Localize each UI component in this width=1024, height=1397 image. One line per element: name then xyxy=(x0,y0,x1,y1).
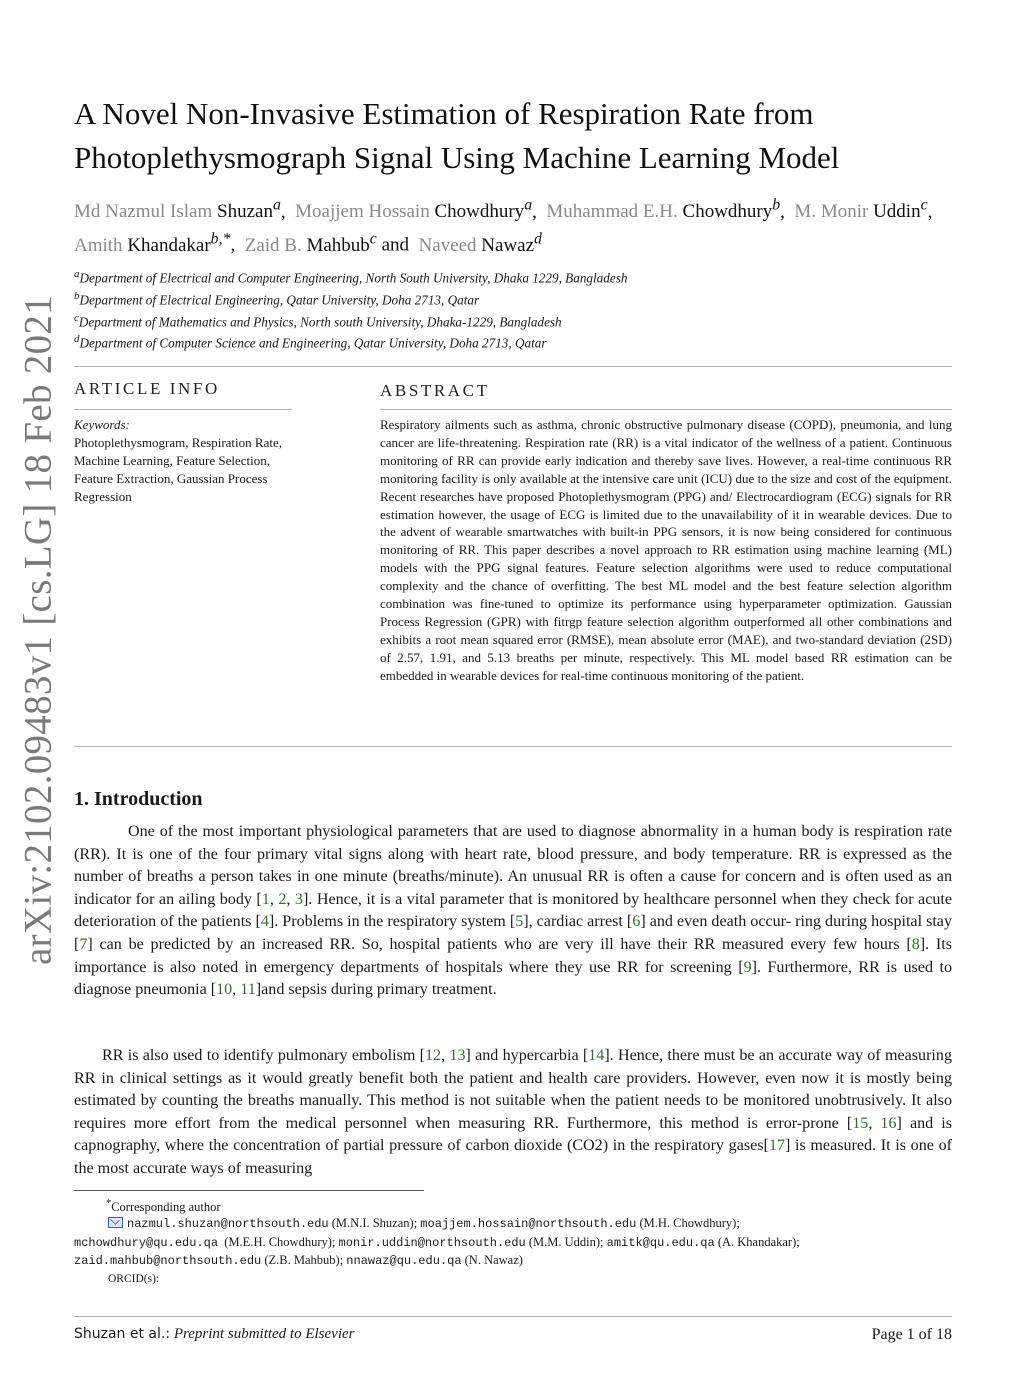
citation-link[interactable]: 9 xyxy=(743,958,752,976)
citation-link[interactable]: 12 xyxy=(424,1047,442,1064)
divider xyxy=(74,746,952,747)
citation-link[interactable]: 13 xyxy=(449,1047,466,1064)
author-list: Md Nazmul Islam Shuzan$^a$, Moajjem Hossain Chowdhury$^a$, Muhammad E.H. Chowdhury$^b$, M. Monir Uddin$^c$, Amith Khandakar$^{b,*}$, Zaid B. Mahbub$^c$ and Naveed Nawaz$^d$ xyxy=(74,197,938,256)
citation-link[interactable]: 10 xyxy=(216,981,233,999)
email-line: nazmul.shuzan@northsouth.edu (M.N.I. Shuzan); moajjem.hossain@northsouth.edu (M.H. Chowdhury); xyxy=(74,1214,988,1233)
intro-paragraph-2: RR is also used to identify pulmonary embolism [12, 13] and hypercarbia [14]. Hence, there must be an accurate way of measuring RR in clinical settings as it would greatly benefit both the patient and health care providers. However, even now it is mostly being estimated by counting the breaths manually. This method is not suitable when the patient needs to be monitored unobtrusively. It also requires more effort from the medical personnel when measuring RR. Furthermore, this method is error-prone [15, 16] and is capnography, where the concentration of partial pressure of carbon dioxide (CO2) in the respiratory gases[17] is measured. It is one of the most accurate ways of measuring xyxy=(74,1047,952,1177)
keywords-block xyxy=(74,416,344,506)
title-line-2: Photoplethysmograph Signal Using Machine Learning Model xyxy=(74,140,840,175)
author: Moajjem Hossain Chowdhury$^a$ xyxy=(295,197,533,223)
citation-link[interactable]: 14 xyxy=(588,1047,605,1064)
author-and: and xyxy=(381,234,410,256)
citation-link[interactable]: 11 xyxy=(240,981,256,999)
footnote-rule xyxy=(74,1190,424,1191)
affiliation: $^c$Department of Mathematics and Physics, North south University, Dhaka-1229, Bangladesh xyxy=(74,312,562,330)
affiliation: $^a$Department of Electrical and Computer Engineering, North South University, Dhaka 1229, Bangladesh xyxy=(74,268,628,286)
intro-paragraph-1: One of the most important physiological parameters that are used to diagnose abnormality in a human body is respiration rate (RR). It is one of the four primary vital signs along with heart rate, blood pressure, and body temperature. RR is expressed as the number of breaths a person takes in one minute (breaths/minute). An unusual RR is often a cause for concern and is often used as an indicator for an ailing body [1, 2, 3]. Hence, it is a vital parameter that is monitored by healthcare personnel when they check for acute deterioration of the patients [4]. Problems in the respiratory system [5], cardiac arrest [6] and even death occur- ring during hospital stay [7] can be predicted by an increased RR. So, hospital patients who are very ill have their RR measured every few hours [8]. Its importance is also noted in emergency departments of hospitals where they use RR for screening [9]. Furthermore, RR is used to diagnose pneumonia [10, 11]and sepsis during primary treatment. xyxy=(74,823,953,999)
email-link[interactable]: zaid.mahbub@northsouth.edu xyxy=(74,1254,262,1268)
abstract-heading: ABSTRACT xyxy=(380,381,490,400)
orcid-label: ORCID(s): xyxy=(108,1273,160,1285)
author: Muhammad E.H. Chowdhury$^b$ xyxy=(546,197,781,223)
email-link[interactable]: nazmul.shuzan@northsouth.edu xyxy=(127,1217,329,1231)
author: Md Nazmul Islam Shuzan$^a$ xyxy=(74,197,281,223)
abstract-text: Respiratory ailments such as asthma, chronic obstructive pulmonary disease (COPD), pneumonia, and lung cancer are life-threatening. Respiration rate (RR) is a vital indicator of the wellness of a patient. Continuous monitoring of RR can provide early indication and thereby save lives. However, a real-time continuous RR monitoring facility is only available at the intensive care unit (ICU) due to the size and cost of the equipment. Recent researches have proposed Photoplethysmogram (PPG) and/ Electrocardiogram (ECG) signals for RR estimation however, the usage of ECG is limited due to the unavailability of it in wearable devices. Due to the advent of wearable smartwatches with built-in PPG sensors, it is now being considered for continuous monitoring of RR. This paper describes a novel approach to RR estimation using machine learning (ML) models with the PPG signal features. Feature selection algorithms were used to reduce computational complexity and the chance of overfitting. The best ML model and the best feature selection algorithm combination was fine-tuned to optimize its performance using hyperparameter optimization. Gaussian Process Regression (GPR) with fitrgp feature selection algorithm outperformed all other combinations and exhibits a root mean squared error (RMSE), mean absolute error (MAE), and two-standard deviation (2SD) of 2.57, 1.91, and 5.13 breaths per minute, respectively. This ML model based RR estimation can be embedded in wearable devices for real-time continuous monitoring of the patient. xyxy=(380,417,952,683)
email-link[interactable]: nnawaz@qu.edu.qa xyxy=(346,1254,462,1268)
email-link[interactable]: monir.uddin@northsouth.edu xyxy=(338,1236,526,1250)
divider xyxy=(74,366,952,367)
page-number: Page 1 of 18 xyxy=(871,1326,952,1343)
section-heading-introduction: 1. Introduction xyxy=(74,788,203,810)
citation-link[interactable]: 16 xyxy=(880,1114,897,1132)
keyword-line: Feature Extraction, Gaussian Process xyxy=(74,471,268,486)
footer-rule xyxy=(74,1316,952,1317)
divider xyxy=(380,409,952,410)
email-link[interactable]: mchowdhury@qu.edu.qa xyxy=(74,1236,219,1250)
citation-link[interactable]: 17 xyxy=(768,1137,785,1155)
arxiv-sidebar xyxy=(10,295,65,965)
citation-link[interactable]: 1 xyxy=(261,890,270,908)
citation-link[interactable]: 7 xyxy=(79,935,88,953)
citation-link[interactable]: 5 xyxy=(515,913,524,931)
mail-icon xyxy=(108,1217,123,1228)
keyword-line: Machine Learning, Feature Selection, xyxy=(74,453,271,468)
keyword-line: Regression xyxy=(74,489,132,504)
article-info-heading: ARTICLE INFO xyxy=(74,379,220,398)
citation-link[interactable]: 6 xyxy=(632,913,641,931)
affiliation: $^b$Department of Electrical Engineering, Qatar University, Doha 2713, Qatar xyxy=(74,290,480,308)
keyword-line: Photoplethysmogram, Respiration Rate, xyxy=(74,435,282,450)
citation-link[interactable]: 3 xyxy=(294,890,303,908)
citation-link[interactable]: 8 xyxy=(911,935,920,953)
paper-title xyxy=(74,92,954,180)
citation-link[interactable]: 2 xyxy=(278,890,287,908)
author: Amith Khandakar$^{b,*}$ xyxy=(74,230,231,256)
author: Zaid B. Mahbub$^c$ xyxy=(244,230,377,256)
email-link[interactable]: amitk@qu.edu.qa xyxy=(606,1236,715,1250)
title-line-1: A Novel Non-Invasive Estimation of Respiration Rate from xyxy=(74,96,814,131)
footer-citation: Shuzan et al.: Preprint submitted to Elsevier xyxy=(74,1326,355,1342)
email-line: mchowdhury@qu.edu.qa (M.E.H. Chowdhury); monir.uddin@northsouth.edu (M.M. Uddin); amitk@qu.edu.qa (A. Khandakar); xyxy=(74,1235,800,1250)
email-link[interactable]: moajjem.hossain@northsouth.edu xyxy=(420,1217,637,1231)
keywords-label: Keywords: xyxy=(74,417,130,432)
corresponding-author-note: *Corresponding author xyxy=(106,1198,221,1215)
divider xyxy=(74,409,292,410)
citation-link[interactable]: 4 xyxy=(260,913,269,931)
affiliation: $^d$Department of Computer Science and Engineering, Qatar University, Doha 2713, Qatar xyxy=(74,333,547,351)
author: Naveed Nawaz$^d$ xyxy=(418,230,542,256)
email-line: zaid.mahbub@northsouth.edu (Z.B. Mahbub); nnawaz@qu.edu.qa (N. Nawaz) xyxy=(74,1253,523,1268)
citation-link[interactable]: 15 xyxy=(852,1114,869,1132)
arxiv-identifier: arXiv:2102.09483v1 [cs.LG] 18 Feb 2021 xyxy=(16,295,59,965)
author: M. Monir Uddin$^c$ xyxy=(794,197,928,223)
